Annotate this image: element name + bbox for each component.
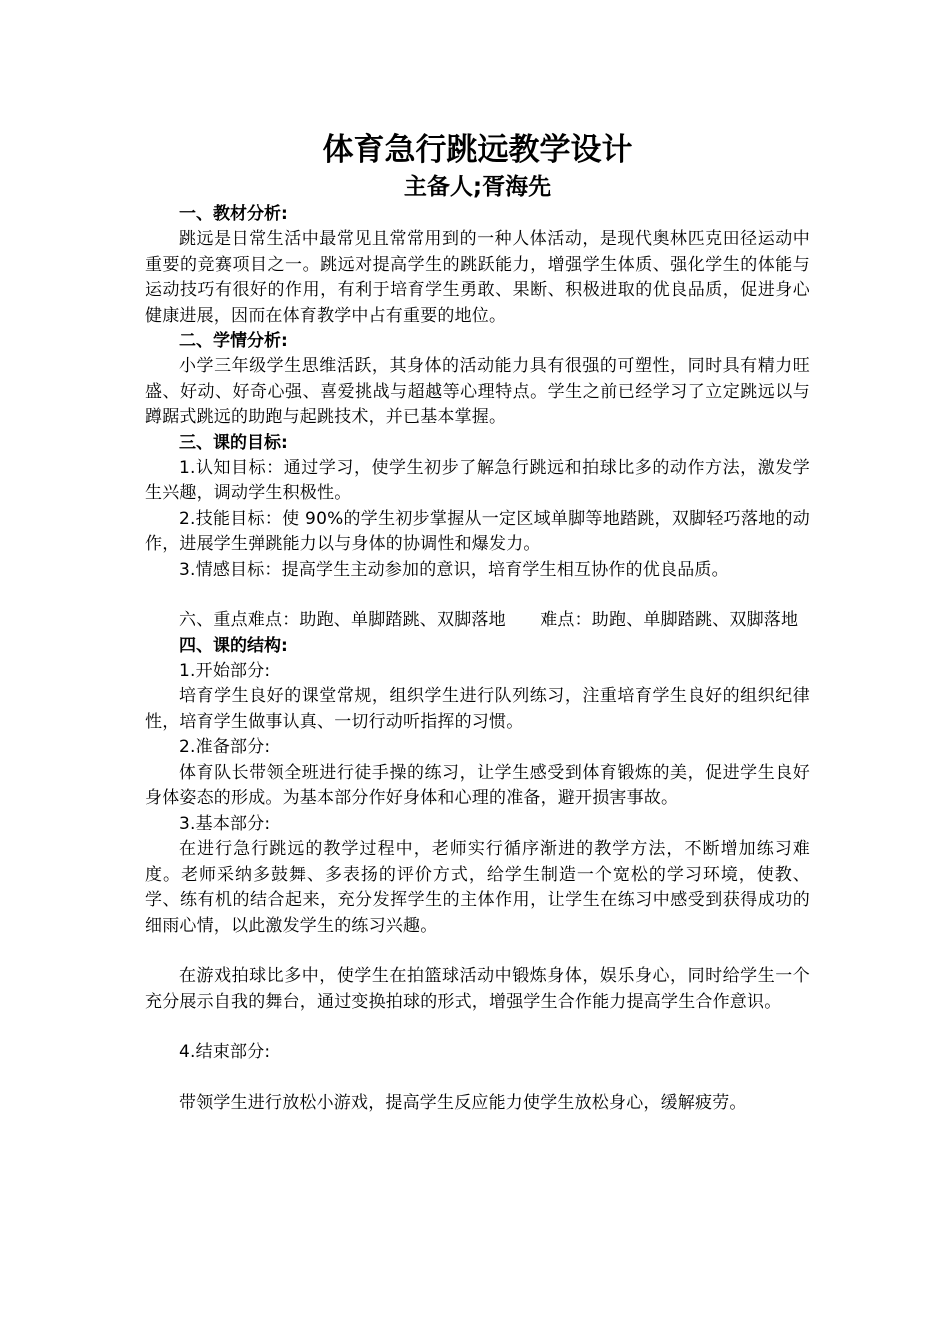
- structure-part-text-game: 在游戏拍球比多中，使学生在拍篮球活动中锻炼身体，娱乐身心，同时给学生一个充分展示自我的舞台，通过变换拍球的形式，增强学生合作能力提高学生合作意识。: [145, 966, 810, 1012]
- spacer: [145, 583, 810, 608]
- spacer: [145, 939, 810, 964]
- structure-part-label-end: 4.结束部分:: [179, 1042, 271, 1062]
- document-author: 主备人;胥海先: [403, 174, 552, 200]
- section-paragraph-students: 小学三年级学生思维活跃，其身体的活动能力具有很强的可塑性，同时具有精力旺盛、好动、好奇心强、喜爱挑战与超越等心理特点。学生之前已经学习了立定跳远以与蹲踞式跳远的助跑与起跳技术，并已基本掌握。: [145, 356, 810, 427]
- document-title: 体育急行跳远教学设计: [322, 132, 633, 168]
- structure-part-text-start: 培育学生良好的课堂常规，组织学生进行队列练习，注重培育学生良好的组织纪律性，培育学生做事认真、一切行动听指挥的习惯。: [145, 686, 810, 732]
- spacer: [145, 1066, 810, 1091]
- section-heading-goals: 三、课的目标:: [179, 432, 288, 453]
- structure-part-label-start: 1.开始部分:: [179, 660, 271, 681]
- goal-item-emotion: 3.情感目标：提高学生主动参加的意识，培育学生相互协作的优良品质。: [179, 559, 729, 580]
- goal-item-cognitive: 1.认知目标：通过学习，使学生初步了解急行跳远和拍球比多的动作方法，激发学生兴趣，调动学生积极性。: [145, 457, 810, 503]
- structure-part-label-basic: 3.基本部分:: [179, 813, 271, 834]
- structure-part-label-prepare: 2.准备部分:: [179, 737, 271, 757]
- goal-item-skill: 2.技能目标：使 90%的学生初步掌握从一定区域单脚等地踏跳，双脚轻巧落地的动作，进展学生弹跳能力以与身体的协调性和爆发力。: [145, 508, 810, 554]
- section-heading-materials: 一、教材分析:: [179, 204, 288, 224]
- spacer: [145, 1015, 810, 1040]
- structure-part-text-basic: 在进行急行跳远的教学过程中，老师实行循序渐进的教学方法，不断增加练习难度。老师采纳多鼓舞、多表扬的评价方式，给学生制造一个宽松的学习环境，使教、学、练有机的结合起来，充分发挥学生的主体作用，让学生在练习中感受到获得成功的细雨心情，以此激发学生的练习兴趣。: [145, 839, 810, 936]
- section-heading-structure: 四、课的结构:: [179, 635, 288, 656]
- section-paragraph-materials: 跳远是日常生活中最常见且常常用到的一种人体活动，是现代奥林匹克田径运动中重要的竞赛项目之一。跳远对提高学生的跳跃能力，增强学生体质、强化学生的体能与运动技巧有很好的作用，有利于培育学生勇敢、果断、积极进取的优良品质，促进身心健康进展，因而在体育教学中占有重要的地位。: [145, 229, 810, 326]
- document-page: [145, 128, 810, 1116]
- section-heading-students: 二、学情分析:: [179, 331, 288, 351]
- structure-part-text-end: 带领学生进行放松小游戏，提高学生反应能力使学生放松身心，缓解疲劳。: [179, 1092, 747, 1113]
- section-paragraph-key-points: 六、重点难点：助跑、单脚踏跳、双脚落地 难点：助跑、单脚踏跳、双脚落地: [179, 610, 799, 630]
- structure-part-text-prepare: 体育队长带领全班进行徒手操的练习，让学生感受到体育锻炼的美，促进学生良好身体姿态的形成。为基本部分作好身体和心理的准备，避开损害事故。: [145, 762, 810, 808]
